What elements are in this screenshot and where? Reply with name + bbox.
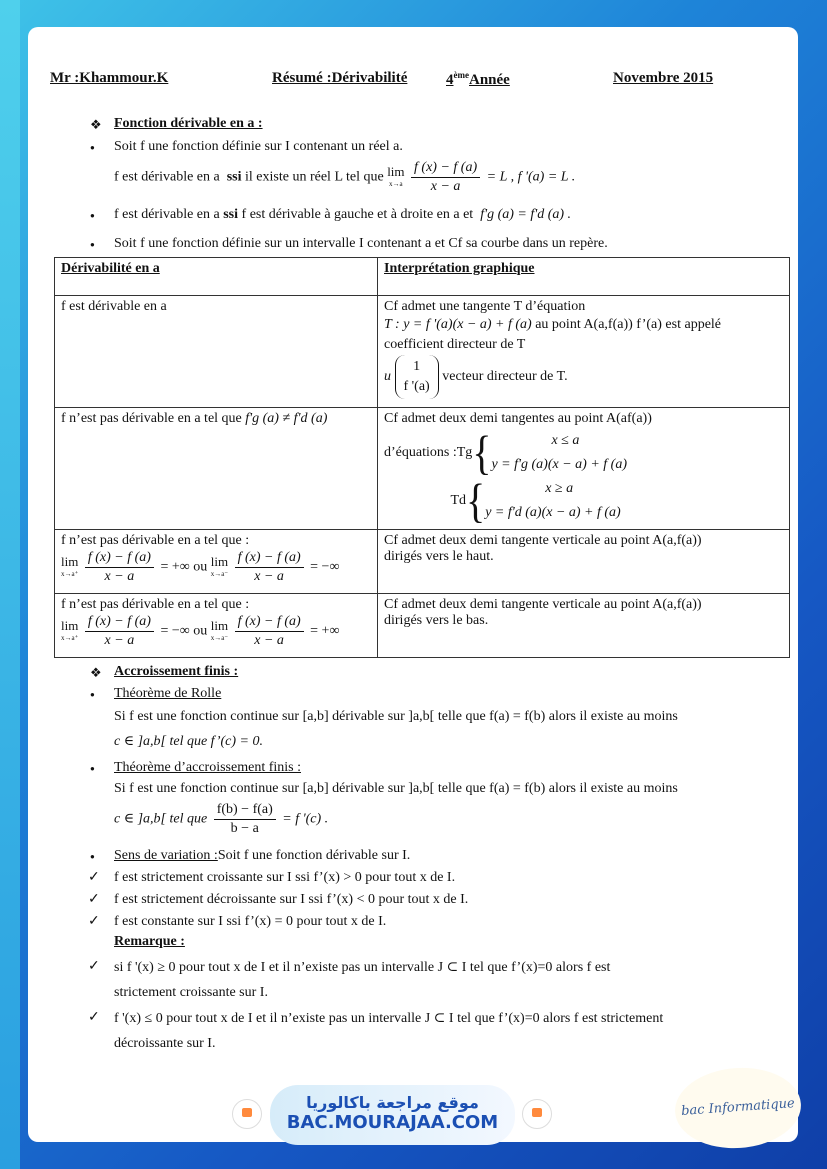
table-header: Interprétation graphique	[378, 258, 790, 296]
taf-formula: c ∈ ]a,b[ tel que $\frac{f(b) - f(a)}{b - a}$ = f '(c) .	[114, 802, 329, 836]
site-name-arabic: موقع مراجعة باكالوريا	[306, 1093, 479, 1112]
table-cell: f n’est pas dérivable en a tel que f'g (a) ≠ f'd (a)	[55, 408, 378, 530]
sens-variation: ● Sens de variation :Soit f une fonction dérivable sur I.	[114, 848, 410, 864]
table-row	[55, 530, 790, 594]
header-date: Novembre 2015	[613, 70, 714, 86]
table-row	[55, 296, 790, 408]
taf-title: ● Théorème d’accroissement finis :	[114, 760, 301, 776]
table-cell: f est dérivable en a	[55, 296, 378, 408]
header-title: Résumé :Dérivabilité	[272, 70, 408, 86]
brace-icon: {	[466, 473, 486, 528]
bullet-text: ● f est dérivable en a ssi f est dérivable à gauche et à droite en a et f'g (a) = f'd (a) .	[114, 207, 571, 223]
rolle-text: c ∈ ]a,b[ tel que f’(c) = 0.	[114, 734, 264, 749]
bullet-text: ● Soit f une fonction définie sur un intervalle I contenant a et Cf sa courbe dans un repère.	[114, 236, 608, 252]
site-logo-right	[522, 1099, 552, 1129]
bullet-text: ● Soit f une fonction définie sur I contenant un réel a.	[114, 139, 403, 155]
remarque-text: décroissante sur I.	[114, 1036, 216, 1051]
document-page	[28, 27, 798, 1142]
table-cell: Cf admet une tangente T d’équation T : y = f '(a)(x − a) + f (a) au point A(a,f(a)) f’(a) est appelé coefficient directeur de T u 1 f '(a) vecteur directeur de T.	[378, 296, 790, 408]
table-cell: Cf admet deux demi tangentes au point A(af(a)) d’équations :Tg{ x ≤ a y = f'g (a)(x − a) + f (a) Td{ x ≥ a y = f'd (a)(x − a) + f (a)	[378, 408, 790, 530]
taf-text: Si f est une fonction continue sur [a,b] dérivable sur ]a,b[ telle que f(a) = f(b) alors il existe au moins	[114, 781, 678, 796]
header-author: Mr :Khammour.K	[50, 70, 169, 86]
section-title-derivable: Fonction dérivable en a :	[114, 116, 263, 131]
rolle-text: Si f est une fonction continue sur [a,b] dérivable sur ]a,b[ telle que f(a) = f(b) alors il existe au moins	[114, 709, 678, 724]
brace-icon: {	[472, 425, 492, 480]
site-logo-left	[232, 1099, 262, 1129]
site-url[interactable]: BAC.MOURAJAA.COM	[286, 1112, 499, 1133]
header-level: 4èmeAnnée	[446, 70, 510, 88]
variation-rule: f est strictement croissante sur I ssi f’(x) > 0 pour tout x de I.	[114, 870, 456, 885]
variation-rule: f est strictement décroissante sur I ssi f’(x) < 0 pour tout x de I.	[114, 892, 469, 907]
bac-informatique-badge: bac Informatique	[672, 1064, 803, 1153]
remarque-text: strictement croissante sur I.	[114, 985, 268, 1000]
diamond-bullet-icon: ❖	[90, 117, 102, 132]
check-icon: ✓	[88, 1010, 100, 1025]
site-banner[interactable]	[270, 1085, 515, 1145]
remarque-text: si f '(x) ≥ 0 pour tout x de I et il n’existe pas un intervalle J ⊂ I tel que f’(x)=0 alors f est	[114, 960, 611, 975]
table-row	[55, 408, 790, 530]
diamond-bullet-icon: ❖	[90, 665, 102, 680]
table-cell: Cf admet deux demi tangente verticale au point A(a,f(a)) dirigés vers le bas.	[378, 594, 790, 658]
limit-symbol: lim x→a	[387, 163, 405, 188]
check-icon: ✓	[88, 892, 100, 907]
table-cell: f n’est pas dérivable en a tel que : lim x→a⁺ $\frac{f (x) - f (a)}{x - a}$ = +∞ ou lim x→a⁻ $\frac{f (x) - f (a)}{x - a}$ = −∞	[55, 530, 378, 594]
rolle-title: ● Théorème de Rolle	[114, 686, 221, 702]
difference-quotient: $\frac{f (x) - f (a)}{x - a}$	[411, 159, 480, 196]
derivability-table	[54, 257, 790, 658]
table-header: Dérivabilité en a	[55, 258, 378, 296]
section-title-accroissement: Accroissement finis :	[114, 664, 239, 679]
direction-vector: 1 f '(a)	[395, 355, 439, 399]
check-icon: ✓	[88, 959, 100, 974]
table-cell: f n’est pas dérivable en a tel que : lim x→a⁺ $\frac{f (x) - f (a)}{x - a}$ = −∞ ou lim x→a⁻ $\frac{f (x) - f (a)}{x - a}$ = +∞	[55, 594, 378, 658]
check-icon: ✓	[88, 870, 100, 885]
remarque-title: Remarque :	[114, 934, 185, 949]
remarque-text: f '(x) ≤ 0 pour tout x de I et il n’existe pas un intervalle J ⊂ I tel que f’(x)=0 alors f est strictement	[114, 1011, 664, 1026]
table-cell: Cf admet deux demi tangente verticale au point A(a,f(a)) dirigés vers le haut.	[378, 530, 790, 594]
check-icon: ✓	[88, 914, 100, 929]
definition-line: f est dérivable en a ssi il existe un réel L tel que lim x→a $\frac{f (x) - f (a)}{x - a}$ = L , f '(a) = L .	[114, 160, 576, 194]
table-row	[55, 594, 790, 658]
variation-rule: f est constante sur I ssi f’(x) = 0 pour tout x de I.	[114, 914, 387, 929]
